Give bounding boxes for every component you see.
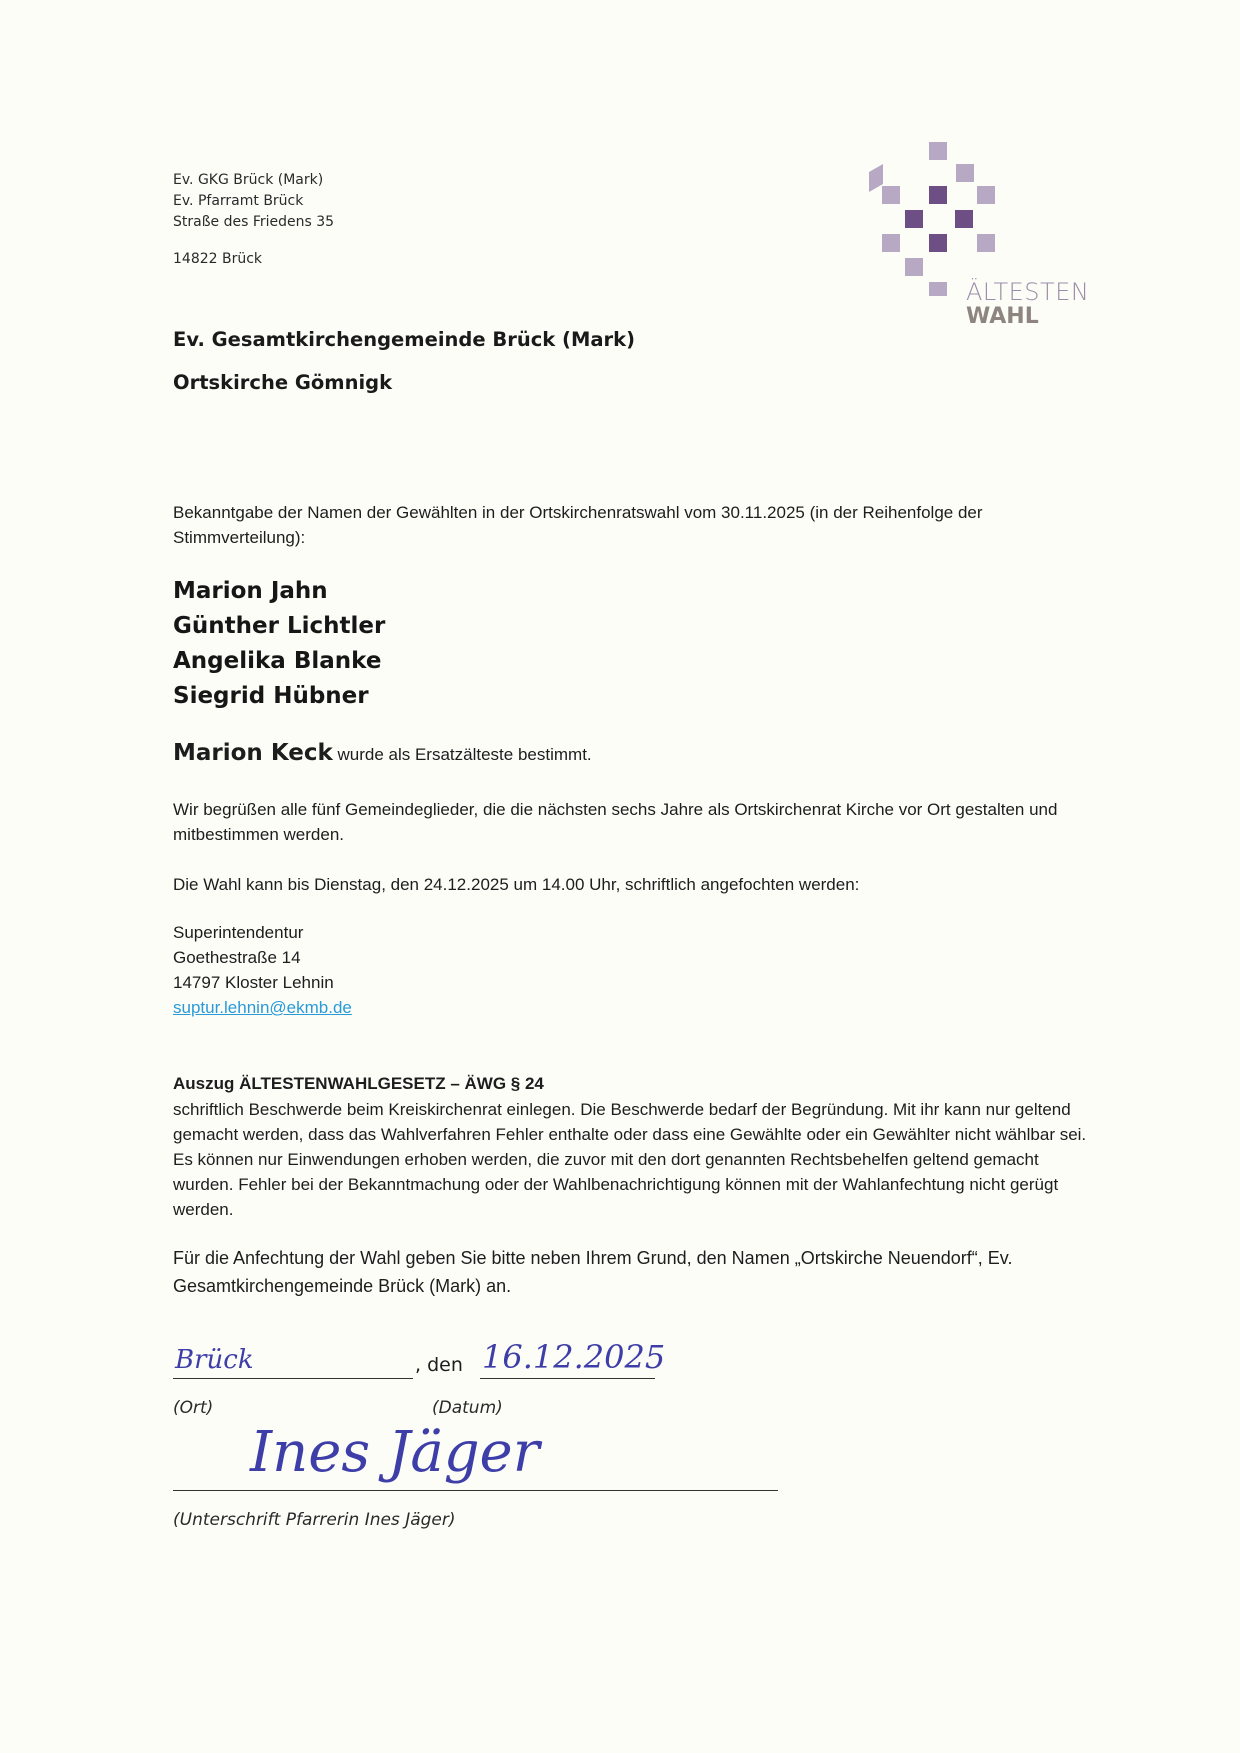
place-handwritten: Brück (175, 1345, 254, 1375)
law-heading: Auszug ÄLTESTENWAHLGESETZ – ÄWG § 24 (173, 1074, 544, 1093)
sender-street: Straße des Friedens 35 (173, 214, 335, 230)
law-text: schriftlich Beschwerde beim Kreiskirchenrat einlegen. Die Beschwerde bedarf der Begründung. Mit ihr kann nur geltend gemacht werden, dass das Wahlverfahren Fehler enthalte oder dass eine Gewählte oder ein Gewählter nicht wählbar sei. Es können nur Einwendungen erhoben werden, die zuvor mit den dort genannten Rechtsbehelfen geltend gemacht wurden. Fehler bei der Bekanntmachung oder der Wahlbenachrichtigung können mit der Wahlanfechtung nicht gerügt werden. (173, 1100, 1087, 1219)
substitute-line (173, 740, 592, 766)
date-label: (Datum) (432, 1398, 503, 1418)
elected-name: Angelika Blanke (173, 648, 382, 674)
email-link[interactable]: suptur.lehnin@ekmb.de (173, 998, 352, 1017)
logo-text-line1: ÄLTESTEN (966, 278, 1090, 306)
deadline-paragraph: Die Wahl kann bis Dienstag, den 24.12.2025 um 14.00 Uhr, schriftlich angefochten werden: (173, 875, 860, 894)
parish-title: Ortskirche Gömnigk (173, 371, 393, 394)
substitute-text: wurde als Ersatzälteste bestimmt. (332, 745, 592, 764)
logo-text-line2: WAHL (966, 304, 1039, 329)
sender-address (173, 170, 334, 270)
place-line (173, 1378, 413, 1379)
address-city: 14797 Kloster Lehnin (173, 973, 334, 992)
contest-note: Für die Anfechtung der Wahl geben Sie bitte neben Ihrem Grund, den Namen „Ortskirche Neuendorf“, Ev. Gesamtkirchengemeinde Brück (Mark) an. (173, 1248, 1013, 1296)
place-label: (Ort) (173, 1398, 214, 1418)
address-street: Goethestraße 14 (173, 948, 301, 967)
date-line (480, 1378, 655, 1379)
elected-name: Marion Jahn (173, 578, 328, 604)
signature-line (173, 1490, 778, 1491)
announcement-intro: Bekanntgabe der Namen der Gewählten in der Ortskirchenratswahl vom 30.11.2025 (in der Reihenfolge der Stimmverteilung): (173, 503, 983, 547)
substitute-name: Marion Keck (173, 740, 333, 766)
signature-label: (Unterschrift Pfarrerin Ines Jäger) (173, 1510, 456, 1530)
elected-list (173, 574, 385, 714)
elected-name: Günther Lichtler (173, 613, 386, 639)
elected-name: Siegrid Hübner (173, 683, 369, 709)
sender-line2: Ev. Pfarramt Brück (173, 193, 304, 209)
den-label: , den (415, 1354, 463, 1376)
sender-city: 14822 Brück (173, 251, 263, 267)
address-name: Superintendentur (173, 923, 304, 942)
signature-handwritten: Ines Jäger (250, 1420, 540, 1485)
organization-title: Ev. Gesamtkirchengemeinde Brück (Mark) (173, 328, 636, 351)
welcome-paragraph: Wir begrüßen alle fünf Gemeindeglieder, die die nächsten sechs Jahre als Ortskirchenrat Kirche vor Ort gestalten und mitbestimmen werden. (173, 800, 1058, 844)
sender-line1: Ev. GKG Brück (Mark) (173, 172, 324, 188)
superintendentur-address (173, 920, 1093, 1020)
date-handwritten: 16.12.2025 (482, 1338, 666, 1376)
